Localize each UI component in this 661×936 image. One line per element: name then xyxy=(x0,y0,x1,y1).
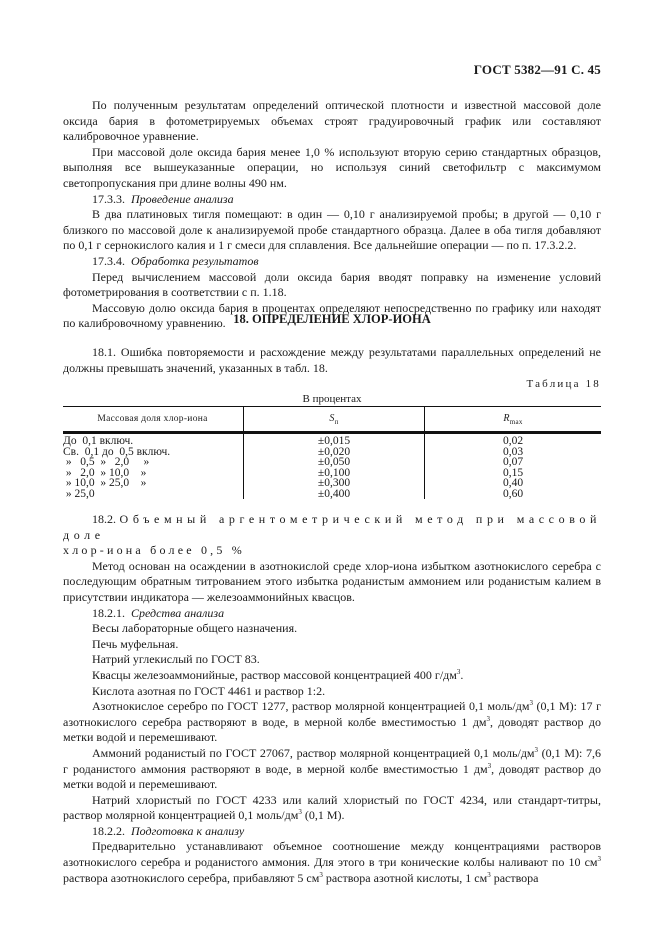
item-silver-nitrate: Азотнокислое серебро по ГОСТ 1277, раствор молярной концентрацией 0,1 моль/$дм^3$ (0,1 М): 17 г азотнокислого серебра растворяют в воде, в мерной колбе вместимостью 1 $дм^3$, доводят раствор до метки водой и перемешивают. xyxy=(63,699,602,745)
cell-range: До 0,1 включ. Св. 0,1 до 0,5 включ. » 0,5 » 2,0 » » 2,0 » 10,0 » » 10,0 » 25,0 » » 25,0 xyxy=(63,433,244,500)
table-header-row xyxy=(63,407,601,433)
section-heading-18: 18. ОПРЕДЕЛЕНИЕ ХЛОР-ИОНА xyxy=(233,312,431,326)
method-title-line1: Объемный аргентометрический метод при массовой доле xyxy=(63,512,602,542)
section-18-1 xyxy=(63,345,601,376)
subsection-heading-18-2-1: 18.2.1. Средства анализа xyxy=(92,605,225,620)
subsection-heading-18-2: 18.2. Объемный аргентометрический метод при массовой доле xyxy=(63,512,602,542)
item-scales: Весы лабораторные общего назначения. xyxy=(92,621,298,636)
section-17-continuation xyxy=(63,98,601,332)
table-row xyxy=(63,433,601,500)
table-units: В процентах xyxy=(302,393,362,405)
column-header-sn: $S_п$ xyxy=(244,407,425,433)
item-furnace: Печь муфельная. xyxy=(92,636,179,651)
paragraph: По полученным результатам определений оптической плотности и известной массовой доле оксида бария в фотометрируемых объемах строят градуировочный график или составляют калибровочное уравнение. xyxy=(63,98,601,144)
paragraph: Массовую долю оксида бария в процентах определяют непосредственно по графику или находят по калибровочному уравнению. xyxy=(63,300,601,331)
column-header-rmax: $R_{max}$ xyxy=(425,407,602,433)
section-title: Обработка результатов xyxy=(131,253,259,268)
cell-sn: ±0,015 ±0,020 ±0,050 ±0,100 ±0,300 ±0,400 xyxy=(244,433,425,500)
paragraph: Перед вычислением массовой доли оксида бария вводят поправку на изменение условий фотометрирования в соответствии с п. 1.18. xyxy=(63,269,601,300)
item-chloride-standard: Натрий хлористый по ГОСТ 4233 или калий хлористый по ГОСТ 4234, или стандарт-титры, раствор молярной концентрацией 0,1 моль/$дм^3$ (0,1 М). xyxy=(63,792,601,823)
table-caption: Таблица 18 xyxy=(526,378,601,390)
paragraph: 18.1. Ошибка повторяемости и расхождение между результатами параллельных определений не должны превышать значений, указанных в табл. 18. xyxy=(63,345,601,375)
table-18 xyxy=(63,406,601,499)
paragraph: Метод основан на осаждении в азотнокислой среде хлор-иона избытком азотнокислого серебра с последующим обратным титрованием этого избытка роданистым аммонием или роданистым калием в присутствии индикатора — железоаммонийных квасцов. xyxy=(63,558,601,604)
subsection-heading-18-2-2: 18.2.2. Подготовка к анализу xyxy=(92,823,245,838)
section-18-2 xyxy=(63,512,601,886)
column-header-mass-fraction: Массовая доля хлор-иона xyxy=(63,407,244,433)
paragraph: В два платиновых тигля помещают: в один — 0,10 г анализируемой пробы; в другой — 0,10 г близкого по массовой доле к анализируемой пробе стандартного образца. Далее в оба тигля добавляют по 0,1 г сернокислого калия и 1 г смеси для сплавления. Все дальнейшие операции — по п. 17.3.2.2. xyxy=(63,207,601,253)
subsection-heading-17-3-4 xyxy=(63,254,601,270)
section-number: 17.3.4. xyxy=(92,253,125,268)
section-title: Проведение анализа xyxy=(131,191,234,206)
method-title-line2: хлор-иона более 0,5 % xyxy=(63,543,245,558)
subsection-heading-17-3-3 xyxy=(63,192,601,208)
item-nitric-acid: Кислота азотная по ГОСТ 4461 и раствор 1:2. xyxy=(92,683,326,698)
paragraph: При массовой доле оксида бария менее 1,0 % используют вторую серию стандартных образцов, выполняя все вышеуказанные операции, но используя синий светофильтр с максимумом светопропускания при длине волны 490 нм. xyxy=(63,144,601,190)
section-number: 17.3.3. xyxy=(92,191,125,206)
running-title: ГОСТ 5382—91 С. 45 xyxy=(473,62,601,77)
cell-rmax: 0,02 0,03 0,07 0,15 0,40 0,60 xyxy=(502,435,524,500)
item-alum: Квасцы железоаммонийные, раствор массовой концентрацией 400 $г/дм^3$. xyxy=(92,667,464,682)
item-sodium-carbonate: Натрий углекислый по ГОСТ 83. xyxy=(92,652,260,667)
paragraph-preparation: Предварительно устанавливают объемное соотношение между концентрациями растворов азотнокислого серебра и роданистого аммония. Для этого в три конические колбы наливают по 10 $см^3$ раствора азотнокислого серебра, прибавляют 5 $см^3$ раствора азотной кислоты, 1 $см^3$ раствора xyxy=(63,839,601,885)
item-ammonium-thiocyanate: Аммоний роданистый по ГОСТ 27067, раствор молярной концентрацией 0,1 моль/$дм^3$ (0,1 М): 7,6 г роданистого аммония растворяют в воде, в мерной колбе вместимостью 1 $дм^3$, доводят раствор до метки водой и перемешивают. xyxy=(63,745,601,792)
